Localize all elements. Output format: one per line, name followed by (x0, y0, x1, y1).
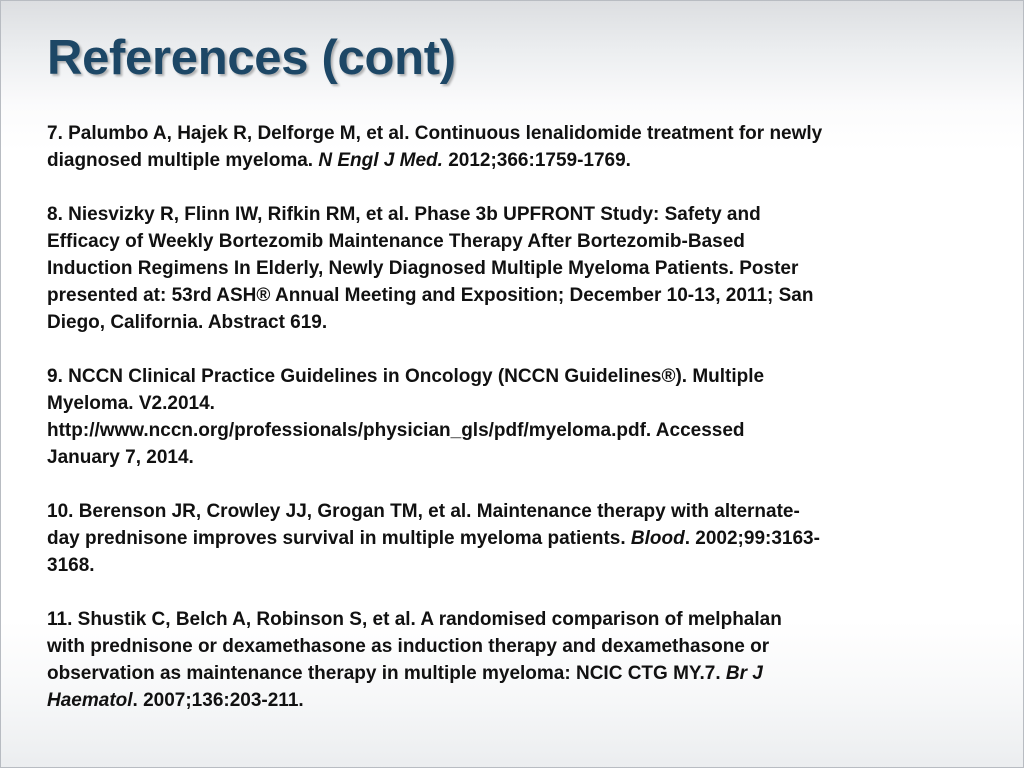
reference-item (47, 498, 987, 579)
reference-text: 8. Niesvizky R, Flinn IW, Rifkin RM, et al. Phase 3b UPFRONT Study: Safety and (47, 204, 761, 225)
reference-line (47, 120, 987, 147)
reference-item (47, 606, 987, 714)
reference-line (47, 228, 987, 255)
reference-text: . 2007;136:203-211. (132, 690, 304, 711)
reference-text: 2012;366:1759-1769. (442, 150, 631, 171)
reference-item (47, 201, 987, 336)
reference-line (47, 444, 987, 471)
journal-name: Br J (725, 663, 763, 684)
reference-item (47, 120, 987, 174)
reference-text: Diego, California. Abstract 619. (47, 312, 328, 333)
reference-text: Induction Regimens In Elderly, Newly Diagnosed Multiple Myeloma Patients. Poster (47, 258, 799, 279)
reference-line (47, 606, 987, 633)
reference-text: 3168. (47, 555, 95, 576)
reference-text: Efficacy of Weekly Bortezomib Maintenance Therapy After Bortezomib-Based (47, 231, 745, 252)
reference-text: http://www.nccn.org/professionals/physician_gls/pdf/myeloma.pdf. Accessed (47, 420, 745, 441)
reference-list (47, 120, 987, 741)
reference-item (47, 363, 987, 471)
reference-line (47, 282, 987, 309)
reference-text: observation as maintenance therapy in multiple myeloma: NCIC CTG MY.7. (47, 663, 726, 684)
reference-text: 7. Palumbo A, Hajek R, Delforge M, et al. Continuous lenalidomide treatment for newly (47, 123, 823, 144)
reference-line (47, 498, 987, 525)
journal-name: Haematol (47, 690, 133, 711)
journal-name: N Engl J Med. (318, 150, 443, 171)
reference-line (47, 201, 987, 228)
reference-line (47, 633, 987, 660)
reference-text: 10. Berenson JR, Crowley JJ, Grogan TM, et al. Maintenance therapy with alternate- (47, 501, 800, 522)
reference-text: diagnosed multiple myeloma. (47, 150, 319, 171)
reference-line (47, 525, 987, 552)
reference-line (47, 417, 987, 444)
reference-line (47, 552, 987, 579)
reference-line (47, 255, 987, 282)
reference-line (47, 147, 987, 174)
journal-name: Blood (630, 528, 685, 549)
reference-line (47, 687, 987, 714)
reference-line (47, 660, 987, 687)
reference-text: Myeloma. V2.2014. (47, 393, 215, 414)
reference-text: 9. NCCN Clinical Practice Guidelines in Oncology (NCCN Guidelines®). Multiple (47, 366, 765, 387)
reference-line (47, 390, 987, 417)
reference-text: . 2002;99:3163- (684, 528, 820, 549)
reference-text: 11. Shustik C, Belch A, Robinson S, et al. A randomised comparison of melphalan (47, 609, 782, 630)
reference-text: presented at: 53rd ASH® Annual Meeting and Exposition; December 10-13, 2011; San (47, 285, 814, 306)
slide-title: References (cont) (47, 31, 456, 85)
reference-line (47, 363, 987, 390)
reference-text: day prednisone improves survival in multiple myeloma patients. (47, 528, 631, 549)
reference-line (47, 309, 987, 336)
reference-text: with prednisone or dexamethasone as induction therapy and dexamethasone or (47, 636, 770, 657)
reference-text: January 7, 2014. (47, 447, 194, 468)
